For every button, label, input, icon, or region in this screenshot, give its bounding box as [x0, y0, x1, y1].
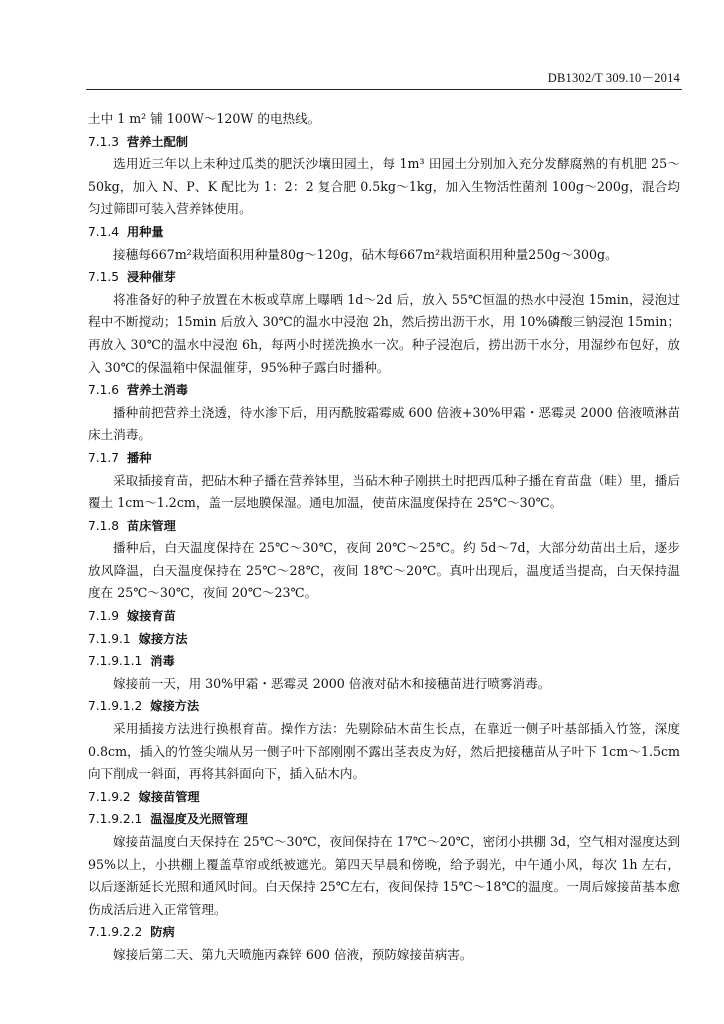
section-number: 7.1.9.2	[88, 789, 131, 804]
section-heading	[88, 808, 680, 831]
standard-code: DB1302/T 309.10－2014	[547, 71, 680, 85]
section-heading	[88, 266, 680, 289]
body-paragraph: 接穗每667m²栽培面积用种量80g～120g，砧木每667m²栽培面积用种量250g～300g。	[113, 246, 618, 262]
section-number: 7.1.9.2.1	[88, 812, 143, 827]
body-paragraph: 土中 1 m² 铺 100W～120W 的电热线。	[88, 111, 321, 126]
section-number: 7.1.5	[88, 270, 120, 285]
section-number: 7.1.7	[88, 450, 120, 465]
body-paragraph: 采用插接方法进行换根育苗。操作方法：先剔除砧木苗生长点，在靠近一侧子叶基部插入竹签，深度 0.8cm，插入的竹签尖端从另一侧子叶下部刚刚不露出茎表皮为好，然后把接穗苗从子叶下 1cm～1.5cm 向下削成一斜面，再将其斜面向下，插入砧木内。	[88, 721, 680, 782]
section-title: 营养土消毒	[127, 383, 188, 398]
body-paragraph: 播种前把营养土浇透，待水渗下后，用丙酰胺霜霉威 600 倍液+30%甲霜・恶霉灵 2000 倍液喷淋苗床土消毒。	[88, 404, 680, 443]
section-title: 嫁接方法	[150, 699, 200, 714]
body-paragraph: 嫁接前一天，用 30%甲霜・恶霉灵 2000 倍液对砧木和接穗苗进行喷雾消毒。	[113, 675, 551, 691]
section-heading	[88, 921, 680, 944]
section-heading	[88, 379, 680, 402]
body-paragraph: 嫁接后第二天、第九天喷施丙森锌 600 倍液，预防嫁接苗病害。	[113, 946, 473, 962]
section-number: 7.1.6	[88, 383, 120, 398]
body-paragraph: 播种后，白天温度保持在 25℃～30℃，夜间 20℃～25℃。约 5d～7d，大部分幼苗出土后，逐步放风降温，白天温度保持在 25℃～28℃，夜间 18℃～20℃。真叶出现后，温度适当提高，白天保持温度在 25℃～30℃，夜间 20℃～23℃。	[88, 540, 680, 601]
header-rule	[86, 89, 682, 90]
body-paragraph: 将准备好的种子放置在木板或草席上曝晒 1d～2d 后，放入 55℃恒温的热水中浸泡 15min，浸泡过程中不断搅动；15min 后放入 30℃的温水中浸泡 2h，然后捞出沥干水，用 10%磷酸三钠浸泡 15min；再放入 30℃的温水中浸泡 6h，每两小时搓洗换水一次。种子浸泡后，捞出沥干水分，用湿纱布包好，放入 30℃的保温箱中保温催芽，95%种子露白时播种。	[88, 291, 680, 375]
section-heading	[88, 131, 680, 154]
section-number: 7.1.9.1	[88, 631, 131, 646]
section-number: 7.1.9	[88, 609, 120, 624]
section-title: 消毒	[150, 654, 175, 669]
section-title: 温湿度及光照管理	[150, 812, 248, 827]
section-heading	[88, 650, 680, 673]
section-number: 7.1.9.2.2	[88, 925, 143, 940]
section-title: 浸种催芽	[127, 270, 176, 285]
document-body	[88, 108, 680, 967]
section-title: 防病	[150, 925, 175, 940]
section-title: 嫁接育苗	[127, 609, 176, 624]
section-title: 嫁接方法	[138, 631, 188, 646]
section-title: 苗床管理	[127, 518, 176, 533]
section-number: 7.1.3	[88, 134, 120, 149]
section-heading	[88, 221, 680, 244]
body-paragraph: 选用近三年以上未种过瓜类的肥沃沙壤田园土，每 1m³ 田园土分别加入充分发酵腐熟的有机肥 25～50kg，加入 N、P、K 配比为 1：2：2 复合肥 0.5kg～1kg，加入生物活性菌剂 100g～200g，混合均匀过筛即可装入营养钵使用。	[88, 156, 680, 217]
body-paragraph: 嫁接苗温度白天保持在 25℃～30℃，夜间保持在 17℃～20℃，密闭小拱棚 3d，空气相对湿度达到 95%以上，小拱棚上覆盖草帘或纸被遮光。第四天早晨和傍晚，给予弱光，中午通小风，每次 1h 左右，以后逐渐延长光照和通风时间。白天保持 25℃左右，夜间保持 15℃～18℃的温度。一周后嫁接苗基本愈伤成活后进入正常管理。	[88, 834, 680, 917]
section-heading	[88, 628, 680, 651]
section-title: 播种	[127, 450, 152, 465]
section-heading	[88, 447, 680, 470]
section-title: 营养土配制	[127, 134, 188, 149]
section-heading	[88, 786, 680, 809]
section-heading	[88, 605, 680, 628]
section-heading	[88, 515, 680, 538]
section-number: 7.1.9.1.2	[88, 699, 143, 714]
body-paragraph: 采取插接育苗，把砧木种子播在营养钵里，当砧木种子刚拱土时把西瓜种子播在育苗盘（畦）里，播后覆土 1cm～1.2cm，盖一层地膜保湿。通电加温，使苗床温度保持在 25℃～30℃。	[88, 472, 680, 511]
section-number: 7.1.8	[88, 518, 120, 533]
section-title: 用种量	[127, 224, 164, 239]
section-title: 嫁接苗管理	[138, 789, 200, 804]
section-number: 7.1.4	[88, 224, 120, 239]
section-number: 7.1.9.1.1	[88, 654, 143, 669]
section-heading	[88, 695, 680, 718]
